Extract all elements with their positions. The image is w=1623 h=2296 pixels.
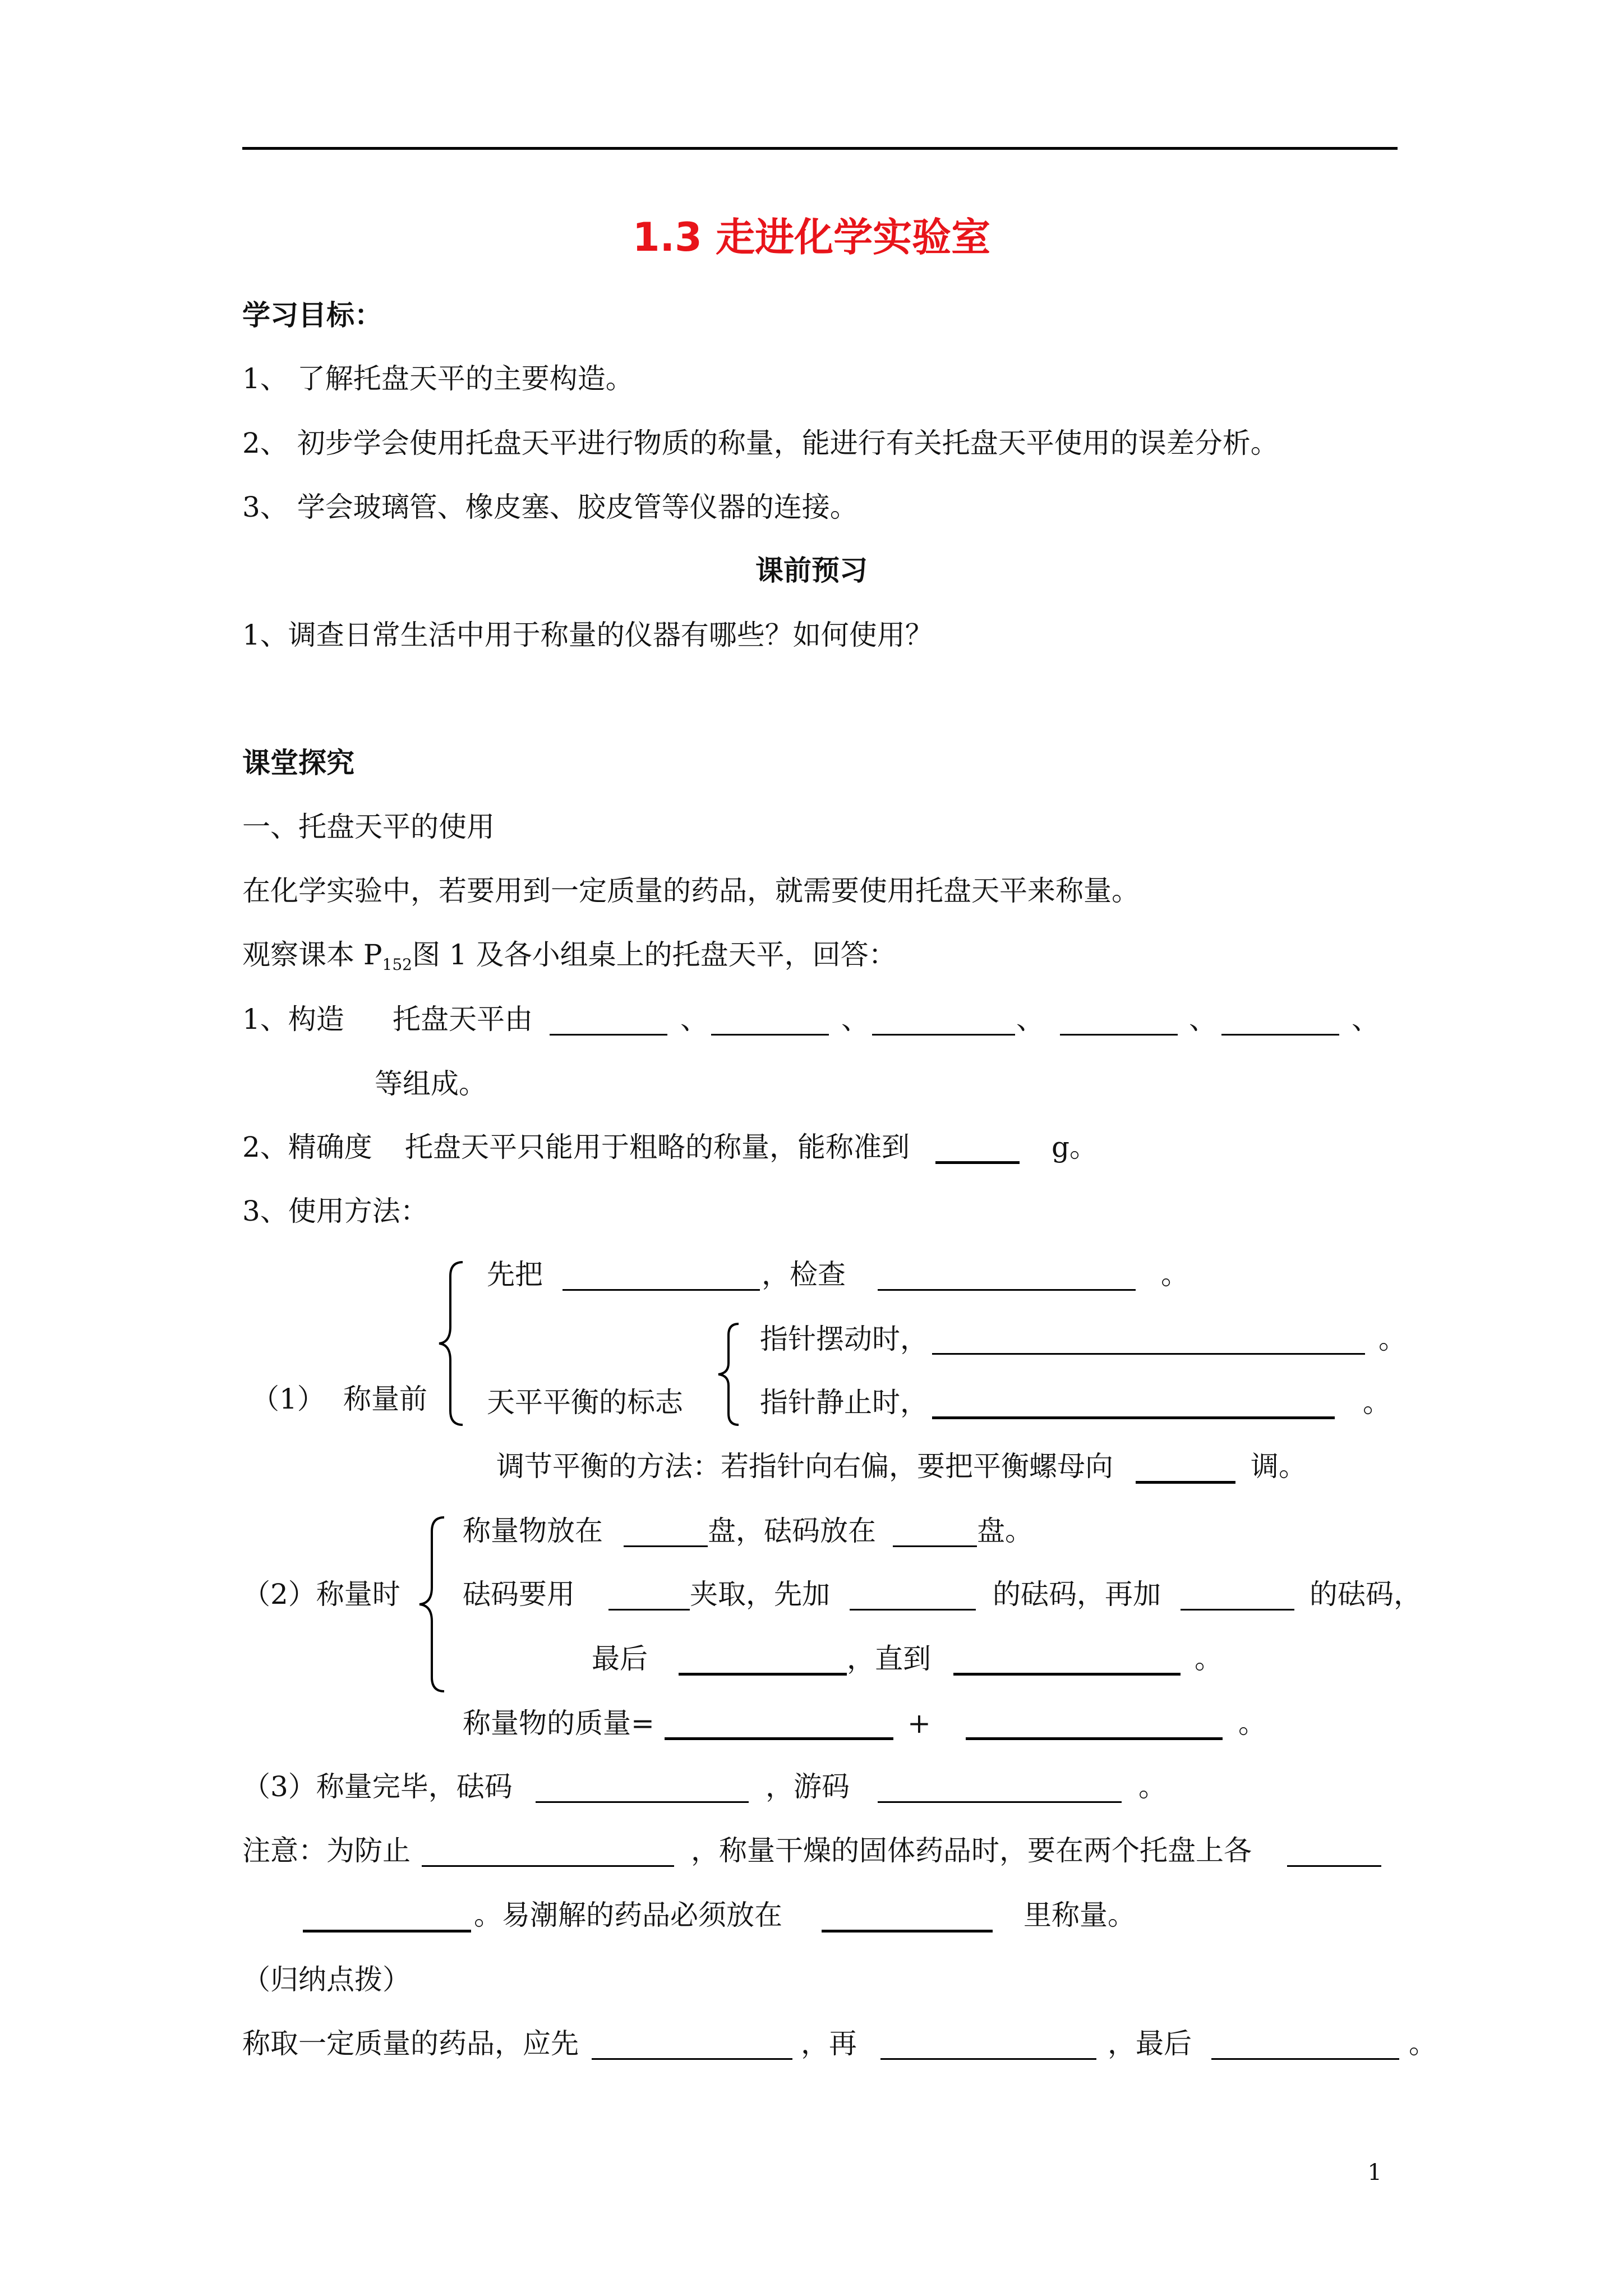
answer-blank[interactable] [592,2058,792,2060]
period: 。 [1161,1258,1189,1291]
during-text: 称量物放在 [463,1515,603,1547]
preview-item: 1、调查日常生活中用于称量的仪器有哪些？如何使用？ [242,619,933,651]
answer-blank[interactable] [1181,1609,1294,1611]
q2-label: 2、精确度 [242,1131,372,1163]
before-first-text: 先把 [487,1258,543,1291]
objective-item: 2、 初步学会使用托盘天平进行物质的称量，能进行有关托盘天平使用的误差分析。 [242,427,1279,459]
still-text: 指针静止时， [760,1386,928,1419]
answer-blank[interactable] [711,1034,829,1036]
during-text: 最后 [592,1642,648,1675]
plus-sign: + [907,1707,931,1740]
answer-blank[interactable] [880,2058,1096,2060]
answer-blank[interactable] [1136,1481,1235,1484]
answer-blank[interactable] [562,1289,760,1291]
observe-text: 观察课本 $P_{152}$图 1 及各小组桌上的托盘天平，回答： [242,938,897,974]
period: 。 [1195,1642,1223,1675]
note-text: 。易潮解的药品必须放在 [474,1899,782,1931]
answer-blank[interactable] [550,1034,667,1036]
answer-blank[interactable] [878,1801,1122,1803]
q2-unit: g。 [1052,1131,1098,1163]
during-text: 夹取，先加 [690,1578,830,1611]
brace-icon [435,1259,468,1428]
adjust-text: 调。 [1251,1450,1307,1483]
header-rule [242,147,1398,150]
period: 。 [1238,1707,1266,1740]
after-text: ，游码 [766,1770,850,1803]
objectives-heading: 学习目标： [242,299,382,332]
answer-blank[interactable] [665,1737,893,1740]
page-title: 1.3 走进化学实验室 [632,214,991,260]
answer-blank[interactable] [953,1673,1181,1676]
section-heading: 一、托盘天平的使用 [242,811,495,843]
during-text: 盘，砝码放在 [708,1515,876,1547]
answer-blank[interactable] [878,1289,1136,1291]
answer-blank[interactable] [422,1865,674,1867]
separator: 、 [841,1003,869,1036]
brace-icon [715,1321,743,1428]
note-text: 注意：为防止 [242,1834,411,1867]
balance-sign-label: 天平平衡的标志 [487,1386,683,1419]
answer-blank[interactable] [303,1930,471,1932]
answer-blank[interactable] [932,1416,1335,1419]
summary-text: 称取一定质量的药品，应先 [242,2027,579,2060]
summary-heading: （归纳点拨） [242,1963,411,1996]
intro-text: 在化学实验中，若要用到一定质量的药品，就需要使用托盘天平来称量。 [242,875,1140,907]
answer-blank[interactable] [624,1545,708,1547]
q2-text: 托盘天平只能用于粗略的称量，能称准到 [405,1131,910,1163]
page-number: 1 [1367,2160,1382,2185]
answer-blank[interactable] [679,1673,847,1676]
answer-blank[interactable] [536,1801,749,1803]
during-text: ，直到 [847,1642,931,1675]
separator: 、 [1189,1003,1217,1036]
summary-text: ，最后 [1108,2027,1192,2060]
answer-blank[interactable] [850,1609,976,1611]
during-text: 的砝码，再加 [993,1578,1161,1611]
answer-blank[interactable] [935,1161,1020,1164]
before-label: （1） [251,1383,325,1415]
answer-blank[interactable] [1211,2058,1399,2060]
during-text: 盘。 [977,1515,1033,1547]
during-text: 的砝码， [1310,1578,1422,1611]
period: 。 [1378,1323,1407,1355]
note-text: ，称量干燥的固体药品时，要在两个托盘上各 [691,1834,1252,1867]
q3-label: 3、使用方法： [242,1195,428,1227]
answer-blank[interactable] [822,1930,993,1932]
period: 。 [1363,1386,1391,1419]
brace-icon [415,1515,449,1694]
answer-blank[interactable] [608,1609,690,1611]
during-text: 砝码要用 [463,1578,575,1611]
q1-text: 托盘天平由 [393,1003,533,1036]
adjust-text: 调节平衡的方法：若指针向右偏，要把平衡螺母向 [496,1450,1113,1483]
answer-blank[interactable] [1060,1034,1178,1036]
before-first-text: ，检查 [762,1258,846,1291]
answer-blank[interactable] [932,1353,1365,1355]
answer-blank[interactable] [966,1737,1223,1740]
summary-text: ，再 [801,2027,857,2060]
swing-text: 指针摆动时， [760,1323,928,1355]
preview-heading: 课前预习 [755,554,868,587]
objective-item: 1、 了解托盘天平的主要构造。 [242,362,634,395]
objective-item: 3、 学会玻璃管、橡皮塞、胶皮管等仪器的连接。 [242,491,858,523]
note-text: 里称量。 [1023,1899,1136,1931]
answer-blank[interactable] [1287,1865,1381,1867]
before-name: 称量前 [343,1383,427,1415]
mass-text: 称量物的质量= [463,1707,654,1740]
period: 。 [1138,1770,1166,1803]
answer-blank[interactable] [1221,1034,1339,1036]
separator: 、 [1352,1003,1380,1036]
answer-blank[interactable] [893,1545,977,1547]
separator: 、 [680,1003,708,1036]
answer-blank[interactable] [872,1034,1015,1036]
q1-label: 1、构造 [242,1003,344,1036]
during-label: （2）称量时 [242,1578,400,1611]
separator: 、 [1016,1003,1044,1036]
inquiry-heading: 课堂探究 [242,747,354,779]
period: 。 [1409,2027,1437,2060]
q1-tail: 等组成。 [375,1068,487,1100]
after-text: （3）称量完毕，砝码 [242,1770,513,1803]
